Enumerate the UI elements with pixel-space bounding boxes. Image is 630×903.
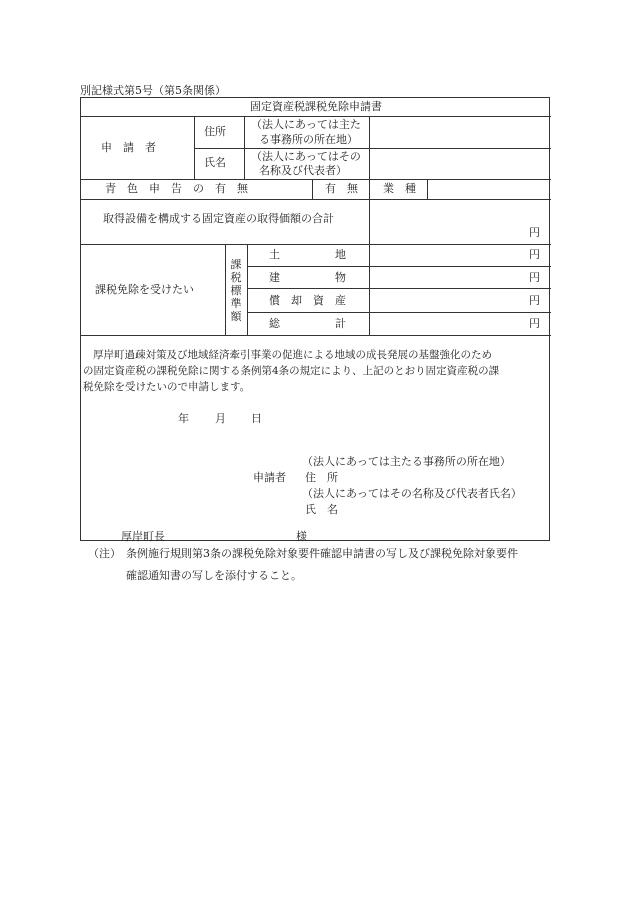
row-label: 土 地 — [269, 248, 346, 261]
divider — [247, 288, 551, 289]
row-unit: 円 — [529, 271, 540, 284]
divider — [247, 244, 248, 335]
footnote-marker: （注） — [88, 547, 121, 560]
date-month: 月 — [215, 412, 226, 425]
divider — [247, 266, 551, 267]
address-label: 住所 — [204, 125, 226, 138]
signature-name-note: （法人にあってはその名称及び代表者氏名） — [302, 487, 522, 500]
divider — [369, 179, 370, 199]
divider — [369, 199, 370, 244]
addressee-honorific: 様 — [296, 530, 307, 543]
signature-applicant-label: 申請者 — [253, 471, 286, 484]
name-label: 氏名 — [204, 156, 226, 169]
statement-line1: 厚岸町過疎対策及び地域経済牽引事業の促進による地域の成長発展の基盤強化のため — [93, 349, 492, 361]
address-note-line1: （法人にあっては主た — [251, 118, 361, 131]
acquisition-total-label: 取得設備を構成する固定資産の取得価額の合計 — [103, 212, 334, 225]
divider — [194, 148, 551, 149]
divider — [225, 244, 226, 335]
divider — [81, 179, 551, 180]
name-note-line2: 名称及び代表者） — [259, 164, 347, 177]
applicant-label: 申 請 者 — [101, 141, 156, 154]
name-note-line1: （法人にあってはその — [251, 150, 361, 163]
signature-name-label: 氏 名 — [305, 503, 338, 516]
blue-return-value: 有 無 — [325, 182, 358, 195]
divider — [312, 179, 313, 199]
divider — [369, 116, 370, 179]
address-note-line2: る事務所の所在地） — [259, 133, 358, 146]
divider — [81, 199, 551, 200]
exemption-label: 課税免除を受けたい — [95, 283, 194, 296]
statement-line3: 税免除を受けたいので申請します。 — [83, 381, 251, 393]
signature-address-note: （法人にあっては主たる事務所の所在地） — [302, 455, 511, 468]
row-label: 総 計 — [269, 317, 346, 330]
divider — [369, 244, 370, 335]
date-year: 年 — [178, 412, 189, 425]
row-unit: 円 — [529, 248, 540, 261]
divider — [81, 244, 551, 245]
acquisition-total-unit: 円 — [529, 226, 540, 239]
row-unit: 円 — [529, 294, 540, 307]
row-label: 建 物 — [269, 271, 346, 284]
industry-label: 業 種 — [383, 182, 416, 195]
divider — [427, 179, 428, 199]
blue-return-label: 青 色 申 告 の 有 無 — [105, 182, 248, 195]
divider — [81, 335, 551, 336]
application-form — [80, 97, 550, 541]
basis-label: 課税標準額 — [230, 258, 242, 323]
divider — [244, 116, 245, 179]
date-day: 日 — [251, 412, 262, 425]
form-number: 別記様式第5号（第5条関係） — [80, 84, 226, 97]
row-unit: 円 — [529, 317, 540, 330]
divider — [247, 312, 551, 313]
divider — [194, 116, 195, 179]
statement-line2: の固定資産税の課税免除に関する条例第4条の規定により、上記のとおり固定資産税の課 — [83, 365, 500, 377]
signature-address-label: 住 所 — [305, 471, 338, 484]
footnote-line2: 確認通知書の写しを添付すること。 — [126, 569, 302, 582]
row-label: 償 却 資 産 — [269, 294, 346, 307]
footnote-line1: 条例施行規則第3条の課税免除対象要件確認申請書の写し及び課税免除対象要件 — [126, 547, 518, 560]
divider — [81, 116, 551, 117]
addressee-mayor: 厚岸町長 — [121, 530, 165, 543]
form-title: 固定資産税課税免除申請書 — [250, 100, 382, 113]
